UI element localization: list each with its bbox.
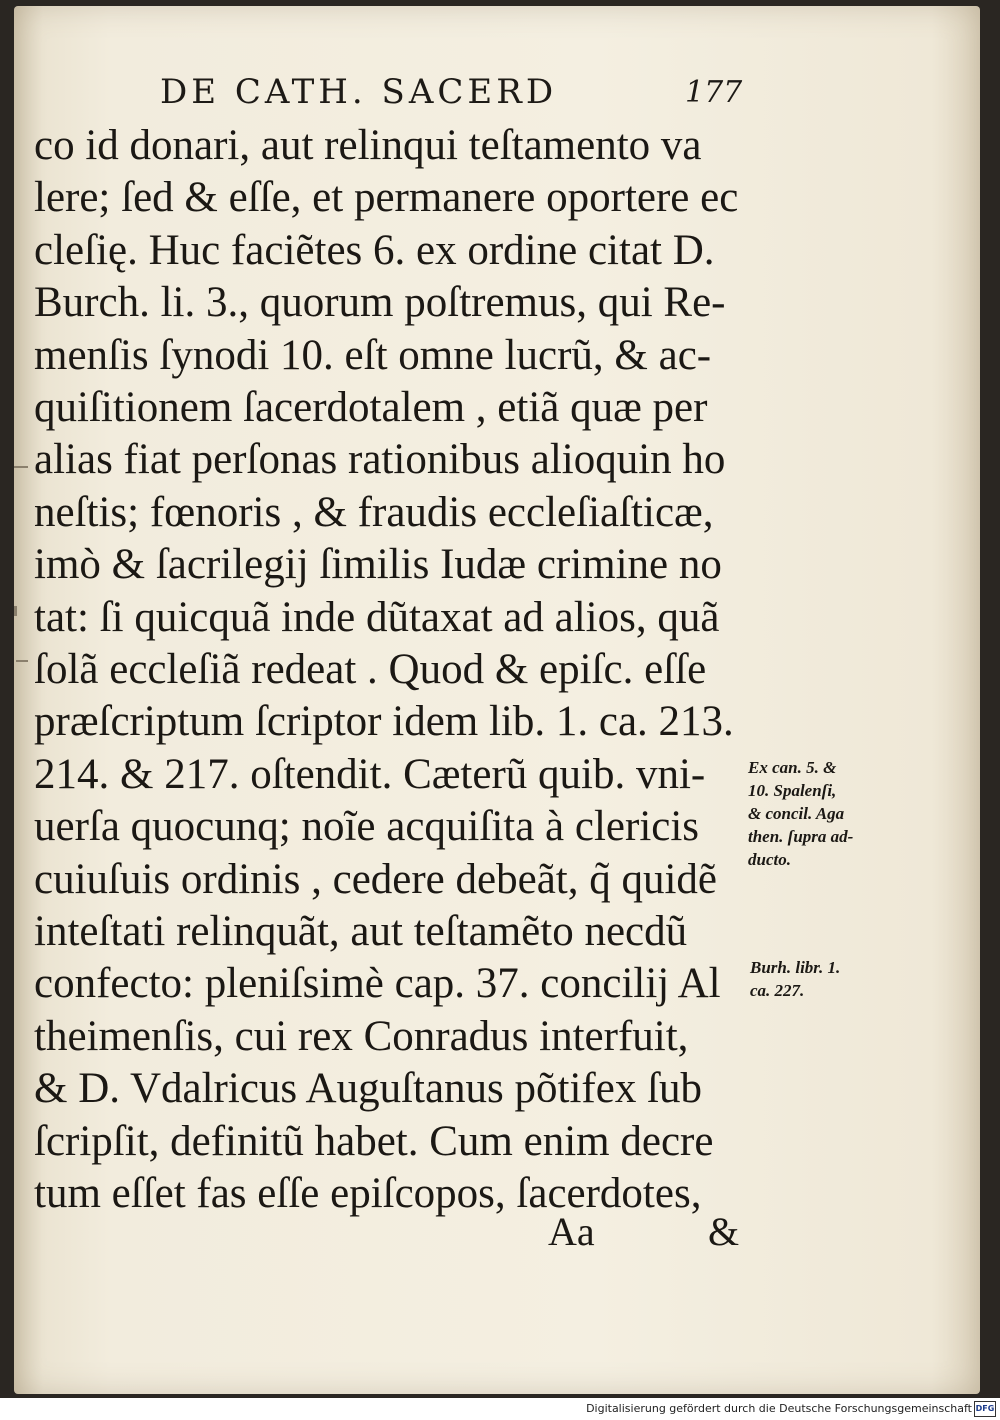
left-edge-mark: [14, 466, 28, 468]
text-line: & D. Vdalricus Auguſtanus põtifex ſub: [34, 1065, 703, 1113]
text-line: tat: ſi quicquã inde dũtaxat ad alios, quã: [34, 593, 720, 641]
left-edge-mark: [16, 660, 28, 662]
text-line: inteſtati relinquãt, aut teſtamẽto necdũ: [34, 908, 688, 955]
text-line: imò & ſacrilegij ſimilis Iudæ crimine no: [34, 541, 722, 589]
text-line: menſis ſynodi 10. eſt omne lucrũ, & ac-: [34, 331, 712, 379]
marginal-note-line: ca. 227.: [750, 981, 805, 1000]
marginal-note-line: ducto.: [748, 850, 791, 869]
marginal-note-line: 10. Spalenſi,: [748, 781, 837, 800]
text-line: confecto: pleniſsimè cap. 37. concilij Al: [34, 960, 721, 1008]
running-head: DE CATH. SACERD: [160, 72, 558, 112]
footer-bar: [0, 1398, 1000, 1420]
marginal-note-line: & concil. Aga: [748, 804, 845, 823]
signature-mark: Aa: [548, 1209, 595, 1254]
text-line: ſolã eccleſiã redeat . Quod & epiſc. eſſe: [34, 646, 707, 693]
catchword-line: [548, 1206, 748, 1258]
catch-word: &: [708, 1209, 740, 1254]
marginal-note-line: Burh. libr. 1.: [750, 958, 841, 977]
text-line: tum eſſet fas eſſe epiſcopos, ſacerdotes,: [34, 1170, 702, 1217]
text-line: præſcriptum ſcriptor idem lib. 1. ca. 213.: [34, 698, 734, 746]
page-number: 177: [685, 75, 743, 110]
text-line: Burch. li. 3., quorum poſtremus, qui Re-: [34, 279, 726, 327]
left-edge-mark: [14, 606, 17, 616]
text-line: cuiuſuis ordinis , cedere debeãt, q̃ quidẽ: [34, 855, 718, 903]
dfg-logo: DFG: [974, 1401, 996, 1417]
text-line: theimenſis, cui rex Conradus interfuit,: [34, 1012, 689, 1060]
funding-credit: Digitalisierung gefördert durch die Deutsche Forschungsgemeinschaft: [586, 1402, 972, 1415]
text-line: ſcripſit, definitũ habet. Cum enim decre: [34, 1117, 714, 1165]
text-line: co id donari, aut relinqui teſtamento va: [34, 122, 702, 169]
text-line: lere; ſed & eſſe, et permanere oportere ec: [34, 174, 739, 222]
marginal-note-line: then. ſupra ad-: [748, 827, 854, 846]
text-line: cleſię. Huc faciẽtes 6. ex ordine citat D.: [34, 226, 715, 274]
text-line: alias fiat perſonas rationibus alioquin ho: [34, 436, 726, 484]
text-line: quiſitionem ſacerdotalem , etiã quæ per: [34, 384, 708, 431]
text-line: neſtis; fœnoris , & fraudis eccleſiaſticæ,: [34, 488, 714, 536]
marginal-note-line: Ex can. 5. &: [748, 758, 837, 777]
text-line: uerſa quocunq; noĩe acquiſita à clericis: [34, 803, 700, 851]
text-line: 214. & 217. oſtendit. Cæterũ quib. vni-: [34, 750, 706, 798]
